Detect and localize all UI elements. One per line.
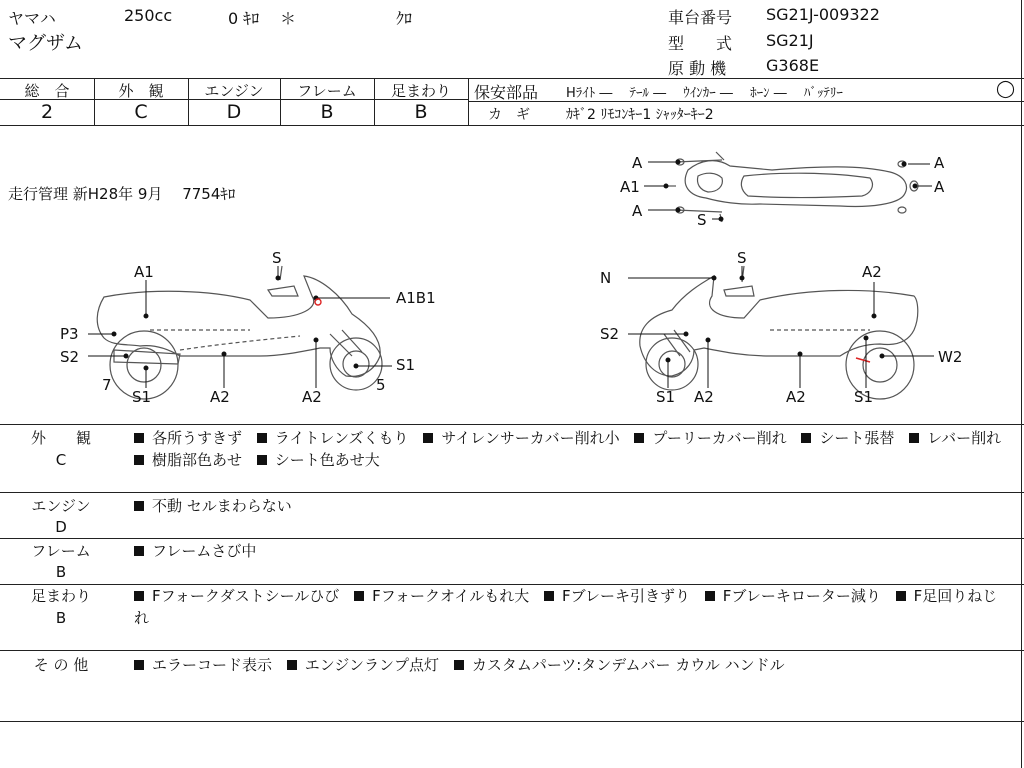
divider: [0, 538, 1024, 539]
section-title: 足まわり: [30, 587, 91, 605]
label-left-s1a: S1: [132, 388, 152, 406]
label-left-a1: A1: [134, 263, 154, 281]
label-right-s1b: S1: [854, 388, 874, 406]
label-left-s: S: [272, 249, 282, 267]
bullet-icon: [801, 433, 811, 443]
grade-overall: 2: [40, 101, 54, 123]
defect-text: 各所うすきず: [152, 429, 243, 447]
label-left-s2: S2: [60, 348, 80, 366]
key-label: カ ギ: [488, 107, 530, 123]
defect-text: Fフォークオイルもれ大: [372, 587, 530, 605]
defect-item: [287, 656, 439, 674]
defect-item: [134, 451, 242, 469]
divider: [0, 424, 1024, 425]
defect-item: [423, 429, 619, 447]
section-grade: B: [55, 563, 67, 581]
defect-text: Fブレーキ引きずり: [561, 587, 691, 605]
engine-value: G368E: [766, 56, 820, 75]
section-grade: B: [55, 609, 67, 627]
bullet-icon: [634, 433, 644, 443]
defect-text: F足回りねじれ: [134, 587, 998, 627]
defect-item: [257, 451, 380, 469]
label-right-n: N: [600, 269, 612, 287]
section-items: [134, 585, 1014, 629]
label-left-a1b1: A1B1: [396, 289, 436, 307]
defect-item: [134, 497, 292, 515]
type-value: SG21J: [766, 31, 814, 50]
label-left-a2b: A2: [302, 388, 322, 406]
defect-text: Fフォークダストシールひび: [152, 587, 340, 605]
bullet-icon: [354, 591, 364, 601]
section-items: [134, 427, 1014, 471]
model-name: マグザム: [8, 32, 84, 54]
divider: [0, 650, 1024, 651]
label-top-a1: A: [632, 154, 643, 172]
defect-text: フレームさび中: [152, 542, 257, 560]
grade-overall-label: 総 合: [24, 82, 70, 100]
label-right-a2b: A2: [786, 388, 806, 406]
defect-item: [454, 656, 785, 674]
divider: [468, 101, 1024, 102]
bullet-icon: [134, 433, 144, 443]
defect-item: [801, 429, 894, 447]
bullet-icon: [544, 591, 554, 601]
defect-text: プーリーカバー削れ: [652, 429, 787, 447]
grade-frame: B: [320, 101, 334, 123]
battery-mark: ◯: [996, 79, 1016, 99]
bullet-icon: [134, 501, 144, 511]
bullet-icon: [705, 591, 715, 601]
label-left-a2a: A2: [210, 388, 230, 406]
key-list: ｶｷﾞ2 ﾘﾓｺﾝｷｰ1 ｼｬｯﾀｰｷｰ2: [566, 107, 714, 123]
grade-suspension: B: [414, 101, 428, 123]
label-right-s2: S2: [600, 325, 620, 343]
defect-text: シート張替: [819, 429, 895, 447]
defect-item: [634, 429, 786, 447]
section-grade: C: [55, 451, 67, 469]
section-title: フレーム: [31, 542, 91, 560]
mark: ＊: [280, 9, 297, 28]
divider: [0, 721, 1024, 722]
bullet-icon: [134, 546, 144, 556]
label-left-5: 5: [376, 376, 386, 394]
defect-text: ライトレンズくもり: [274, 429, 409, 447]
defect-item: [544, 587, 690, 605]
left-side-scooter: [97, 266, 382, 399]
bullet-icon: [257, 455, 267, 465]
divider: [0, 78, 1024, 79]
defect-text: レバー削れ: [927, 429, 1002, 447]
safety-items: Hﾗｲﾄ ― ﾃｰﾙ ― ｳｲﾝｶｰ ― ﾎｰﾝ ― ﾊﾞｯﾃﾘｰ: [566, 86, 843, 101]
label-right-w2: W2: [938, 348, 963, 366]
label-right-a2: A2: [862, 263, 882, 281]
label-right-a2a: A2: [694, 388, 714, 406]
defect-text: Fブレーキローター減り: [722, 587, 881, 605]
maker: ヤマハ: [8, 9, 56, 28]
defect-item: [257, 429, 409, 447]
label-right-s1a: S1: [656, 388, 676, 406]
defect-text: エラーコード表示: [152, 656, 273, 674]
defect-item: [134, 587, 339, 605]
divider: [0, 492, 1024, 493]
section-title: そ の 他: [33, 656, 89, 674]
defect-text: サイレンサーカバー削れ小: [441, 429, 620, 447]
safety-label: 保安部品: [474, 83, 539, 102]
defect-item: [134, 429, 242, 447]
label-top-s: S: [697, 211, 707, 229]
bullet-icon: [257, 433, 267, 443]
displacement: 250cc: [124, 6, 173, 25]
bullet-icon: [287, 660, 297, 670]
grade-engine-label: エンジン: [204, 82, 264, 100]
label-left-s1b: S1: [396, 356, 416, 374]
defect-item: [909, 429, 1001, 447]
label-left-p3: P3: [60, 325, 79, 343]
divider: [468, 78, 469, 125]
defect-text: 不動 セルまわらない: [152, 497, 292, 515]
frame-no-label: 車台番号: [668, 8, 733, 27]
defect-item: [354, 587, 529, 605]
label-right-s: S: [737, 249, 747, 267]
bullet-icon: [454, 660, 464, 670]
bullet-icon: [134, 455, 144, 465]
section-title: 外 観: [30, 429, 91, 447]
section-items: [134, 495, 1014, 517]
type-label: 型 式: [668, 34, 733, 53]
label-top-a5: A: [934, 178, 945, 196]
frame-no: SG21J-009322: [766, 5, 880, 24]
defect-text: エンジンランプ点灯: [304, 656, 440, 674]
defect-text: 樹脂部色あせ: [152, 451, 243, 469]
color: ｸﾛ: [396, 9, 413, 28]
section-items: [134, 654, 1014, 676]
section-title: エンジン: [31, 497, 91, 515]
defect-text: シート色あせ大: [274, 451, 380, 469]
defect-item: [705, 587, 881, 605]
bullet-icon: [134, 591, 144, 601]
grade-exterior: C: [134, 101, 148, 123]
defect-text: カスタムパーツ:タンデムバー カウル ハンドル: [471, 656, 785, 674]
leaders: [88, 160, 934, 388]
label-top-a4: A: [934, 154, 945, 172]
defect-item: [134, 656, 272, 674]
section-items: [134, 540, 1014, 562]
mileage-top: 0 ｷﾛ: [228, 9, 260, 28]
grade-suspension-label: 足まわり: [390, 82, 451, 100]
bullet-icon: [896, 591, 906, 601]
label-top-a3: A: [632, 202, 643, 220]
bullet-icon: [423, 433, 433, 443]
bullet-icon: [134, 660, 144, 670]
grade-frame-label: フレーム: [297, 82, 357, 100]
label-left-7: 7: [102, 376, 112, 394]
divider: [1021, 0, 1022, 768]
bullet-icon: [909, 433, 919, 443]
damage-diagram: [0, 126, 1020, 424]
section-grade: D: [55, 518, 67, 536]
defect-item: [134, 542, 256, 560]
label-top-a1-left: A1: [620, 178, 640, 196]
grade-engine: D: [226, 101, 242, 123]
grade-exterior-label: 外 観: [118, 82, 164, 100]
engine-label: 原 動 機: [668, 59, 727, 78]
right-side-scooter: [640, 266, 918, 399]
mileage-history: 走行管理 新H28年 9月 7754ｷﾛ: [8, 185, 236, 203]
